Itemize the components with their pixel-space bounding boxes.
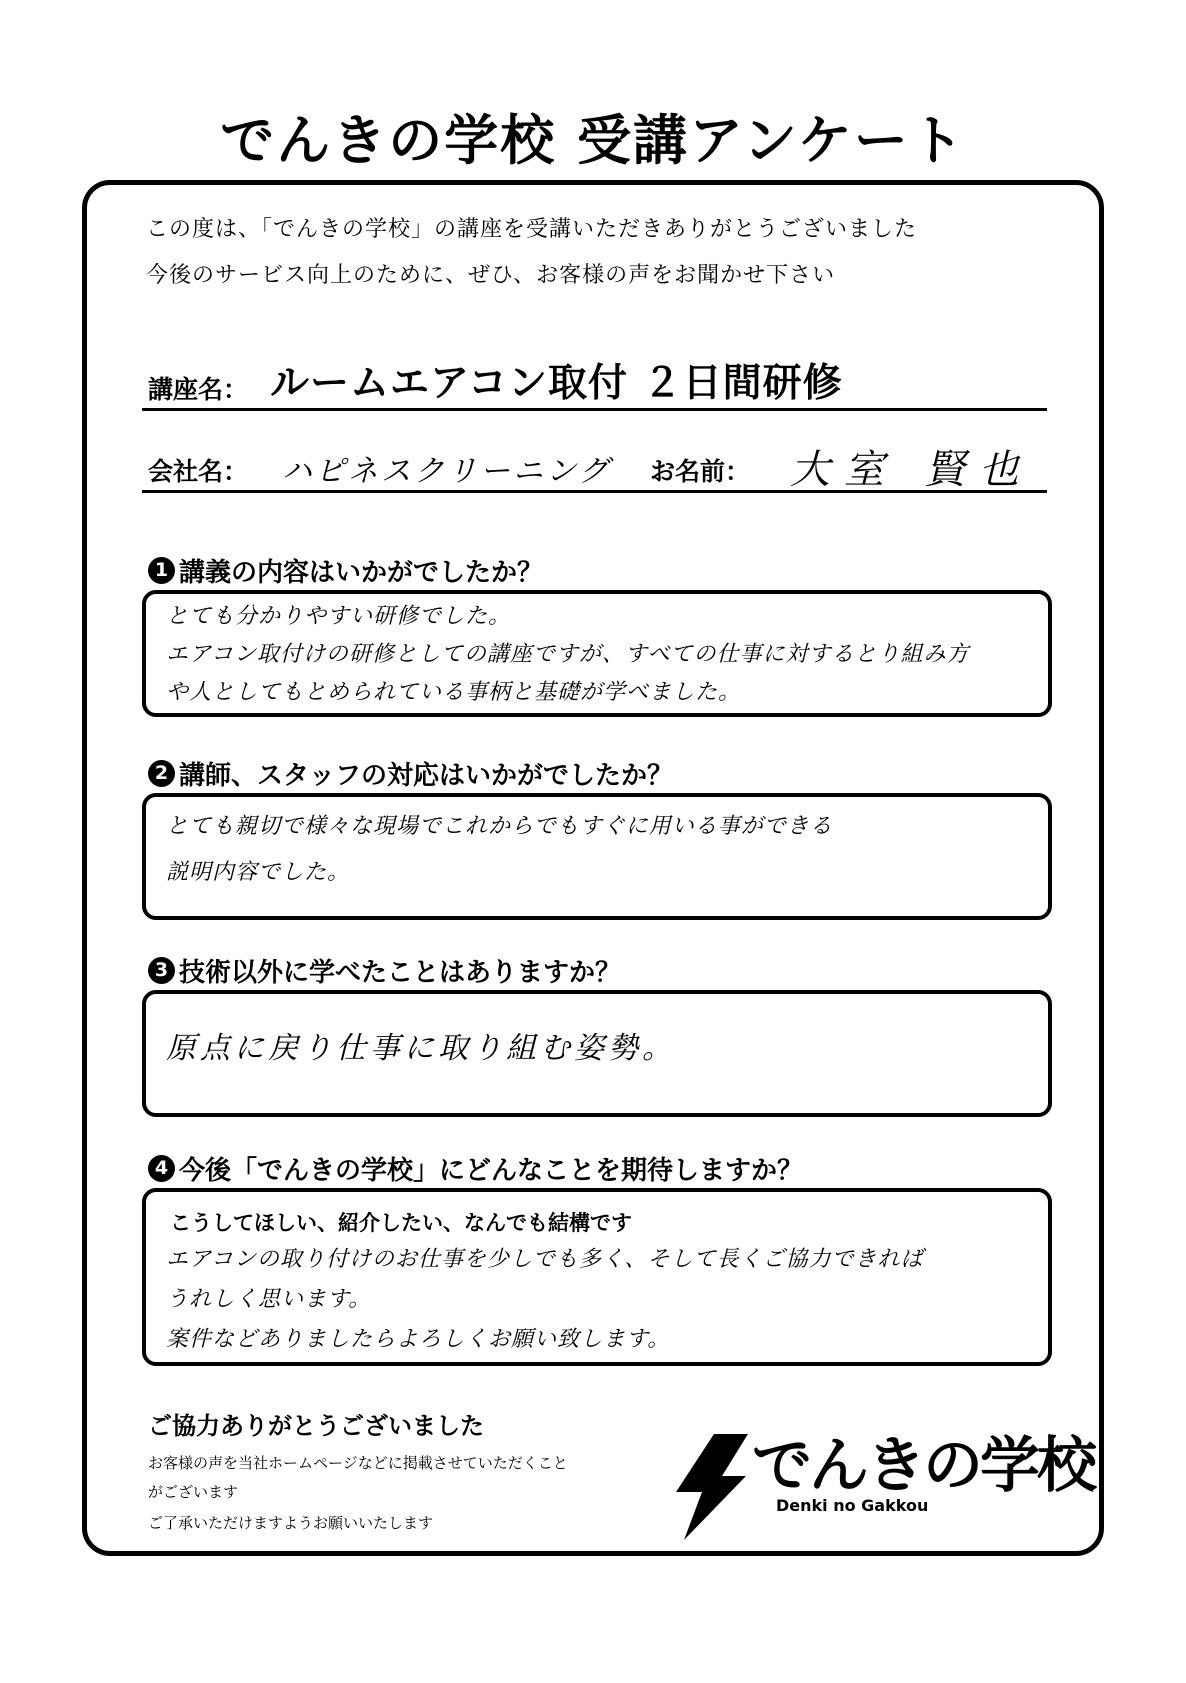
answer-4	[166, 1240, 923, 1360]
logo-subtitle: Denki no Gakkou	[776, 1496, 929, 1515]
question-1	[148, 552, 543, 589]
answer-line: うれしく思います。	[166, 1287, 372, 1312]
intro-line-2: 今後のサービス向上のために、ぜひ、お客様の声をお聞かせ下さい	[146, 263, 836, 288]
intro-line-1: この度は、「でんきの学校」の講座を受講いただきありがとうございました	[146, 217, 918, 242]
answer-line: とても親切で様々な現場でこれからでもすぐに用いる事ができる	[166, 814, 833, 839]
answer-line: とても分かりやすい研修でした。	[166, 604, 512, 629]
company-value: ハピネスクリーニング	[282, 454, 612, 489]
footer-note-3: ご了承いただけますようお願いいたします	[148, 1514, 434, 1532]
course-label: 講座名：	[148, 375, 249, 404]
footer-note-1: お客様の声を当社ホームページなどに掲載させていただくこと	[148, 1454, 568, 1472]
question-text: 今後「でんきの学校」にどんなことを期待しますか？	[179, 1156, 804, 1186]
name-label: お名前：	[650, 457, 751, 486]
answer-2	[166, 804, 833, 896]
question-number: 4	[148, 1155, 175, 1182]
thanks-heading: ご協力ありがとうございました	[148, 1412, 484, 1440]
answer-line: や人としてもとめられている事柄と基礎が学べました。	[166, 680, 742, 705]
question-2	[148, 755, 673, 792]
answer-line: 原点に戻り仕事に取り組む姿勢。	[166, 1031, 676, 1066]
company-label: 会社名：	[148, 457, 249, 486]
answer-line: エアコン取付けの研修としての講座ですが、すべての仕事に対するとり組み方	[166, 642, 970, 667]
question-number: 2	[148, 760, 175, 787]
answer-line: エアコンの取り付けのお仕事を少しでも多く、そして長くご協力できれば	[166, 1247, 924, 1272]
answer-1	[166, 598, 969, 712]
answer-3	[166, 1030, 676, 1068]
course-divider	[142, 408, 1047, 411]
logo-text: でんきの学校	[752, 1431, 1094, 1501]
answer-line: 説明内容でした。	[166, 860, 351, 885]
course-name: ルームエアコン取付 ２日間研修	[270, 361, 843, 406]
question-number: 3	[148, 957, 175, 984]
question-number: 1	[148, 557, 175, 584]
question-text: 講義の内容はいかがでしたか？	[179, 558, 544, 588]
name-divider	[142, 490, 1047, 493]
question-text: 講師、スタッフの対応はいかがでしたか？	[179, 761, 674, 791]
question-4-note: こうしてほしい、紹介したい、なんでも結構です	[170, 1211, 632, 1235]
page-title: でんきの学校 受講アンケート	[220, 109, 966, 172]
question-3	[148, 952, 621, 989]
name-value: 大室 賢也	[790, 447, 1033, 493]
question-4	[148, 1150, 803, 1187]
question-text: 技術以外に学べたことはありますか？	[179, 958, 622, 988]
lightning-bolt-icon	[676, 1434, 748, 1540]
footer-note-2: がございます	[148, 1483, 239, 1501]
answer-line: 案件などありましたらよろしくお願い致します。	[166, 1327, 671, 1352]
